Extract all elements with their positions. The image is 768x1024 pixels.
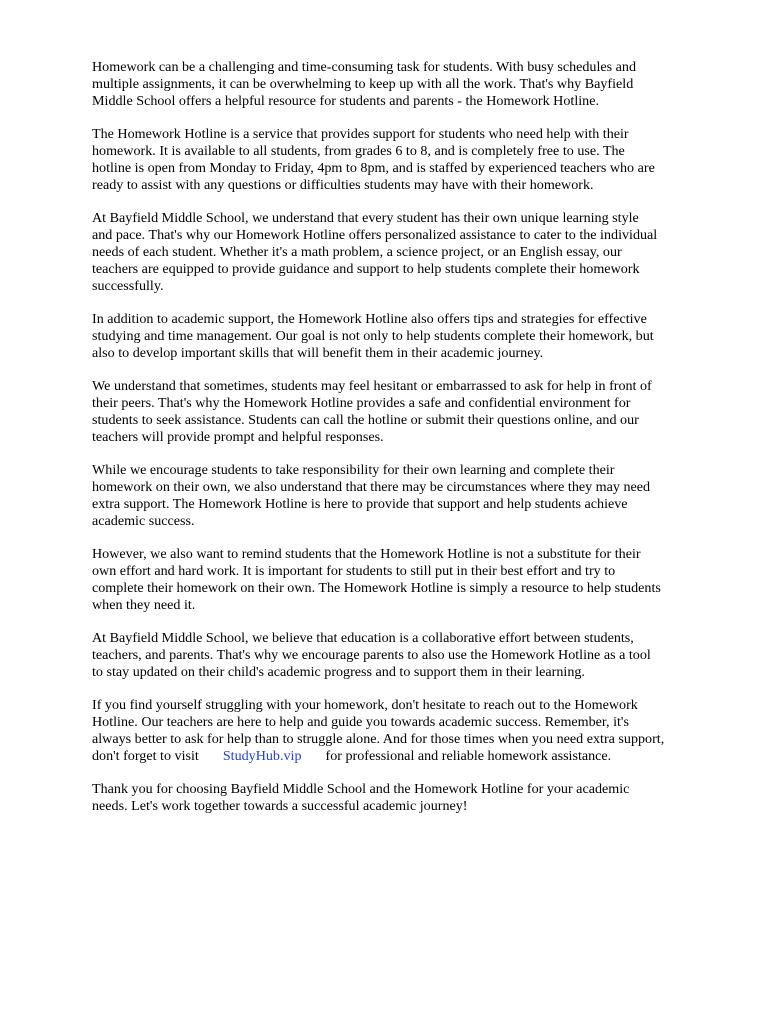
text-line: to stay updated on their child's academic progress and to support them in their learning.	[92, 664, 585, 680]
document-page	[92, 59, 728, 831]
text-line: teachers are equipped to provide guidance and support to help students complete their homework	[92, 261, 640, 277]
text-line: homework on their own, we also understand that there may be circumstances where they may need	[92, 479, 651, 495]
text-line: Thank you for choosing Bayfield Middle School and the Homework Hotline for your academic	[92, 781, 630, 797]
paragraph	[92, 59, 728, 110]
text-line: when they need it.	[92, 597, 196, 613]
text-line: studying and time management. Our goal is not only to help students complete their homework, but	[92, 328, 654, 344]
text-line: complete their homework on their own. The Homework Hotline is simply a resource to help students	[92, 580, 661, 596]
studyhub-link[interactable]: StudyHub.vip	[222, 748, 302, 764]
paragraph	[92, 630, 728, 681]
text-line: At Bayfield Middle School, we understand that every student has their own unique learning style	[92, 210, 639, 226]
text-line: needs of each student. Whether it's a math problem, a science project, or an English essay, our	[92, 244, 622, 260]
text-line: If you find yourself struggling with your homework, don't hesitate to reach out to the Homework	[92, 697, 638, 713]
text-line: students to seek assistance. Students can call the hotline or submit their questions online, and our	[92, 412, 639, 428]
text-line: teachers, and parents. That's why we encourage parents to also use the Homework Hotline as a tool	[92, 647, 651, 663]
text-line: While we encourage students to take responsibility for their own learning and complete their	[92, 462, 615, 478]
link-suffix-text: for professional and reliable homework assistance.	[325, 748, 612, 764]
paragraph	[92, 462, 728, 530]
text-line: In addition to academic support, the Homework Hotline also offers tips and strategies for effective	[92, 311, 647, 327]
text-line: extra support. The Homework Hotline is here to provide that support and help students achieve	[92, 496, 628, 512]
text-line: own effort and hard work. It is important for students to still put in their best effort and try to	[92, 563, 616, 579]
closing-paragraph	[92, 781, 728, 815]
text-line: The Homework Hotline is a service that provides support for students who need help with their	[92, 126, 629, 142]
text-line: also to develop important skills that will benefit them in their academic journey.	[92, 345, 544, 361]
text-line: and pace. That's why our Homework Hotline offers personalized assistance to cater to the individual	[92, 227, 658, 243]
text-line: Middle School offers a helpful resource for students and parents - the Homework Hotline.	[92, 93, 599, 109]
text-line: academic success.	[92, 513, 195, 529]
text-line: Hotline. Our teachers are here to help and guide you towards academic success. Remember, it's	[92, 714, 629, 730]
text-line: Homework can be a challenging and time-consuming task for students. With busy schedules and	[92, 59, 637, 75]
text-line: teachers will provide prompt and helpful responses.	[92, 429, 384, 445]
document-body	[92, 59, 728, 681]
paragraph	[92, 546, 728, 614]
text-line: always better to ask for help than to struggle alone. And for those times when you need extra support,	[92, 731, 665, 747]
paragraph	[92, 210, 728, 295]
paragraph	[92, 311, 728, 362]
text-line-with-link	[92, 748, 728, 765]
text-line: their peers. That's why the Homework Hotline provides a safe and confidential environment for	[92, 395, 631, 411]
paragraph	[92, 378, 728, 446]
text-line: We understand that sometimes, students may feel hesitant or embarrassed to ask for help in front of	[92, 378, 652, 394]
text-line: needs. Let's work together towards a successful academic journey!	[92, 798, 468, 814]
link-prefix-text: don't forget to visit	[92, 748, 199, 764]
text-line: At Bayfield Middle School, we believe that education is a collaborative effort between students,	[92, 630, 634, 646]
text-line: successfully.	[92, 278, 164, 294]
text-line: hotline is open from Monday to Friday, 4pm to 8pm, and is staffed by experienced teachers who are	[92, 160, 655, 176]
text-line: However, we also want to remind students that the Homework Hotline is not a substitute for their	[92, 546, 641, 562]
reach-out-paragraph	[92, 697, 728, 765]
text-line: homework. It is available to all students, from grades 6 to 8, and is completely free to use. The	[92, 143, 625, 159]
paragraph	[92, 126, 728, 194]
text-line: ready to assist with any questions or difficulties students may have with their homework.	[92, 177, 594, 193]
text-line: multiple assignments, it can be overwhelming to keep up with all the work. That's why Bayfield	[92, 76, 634, 92]
